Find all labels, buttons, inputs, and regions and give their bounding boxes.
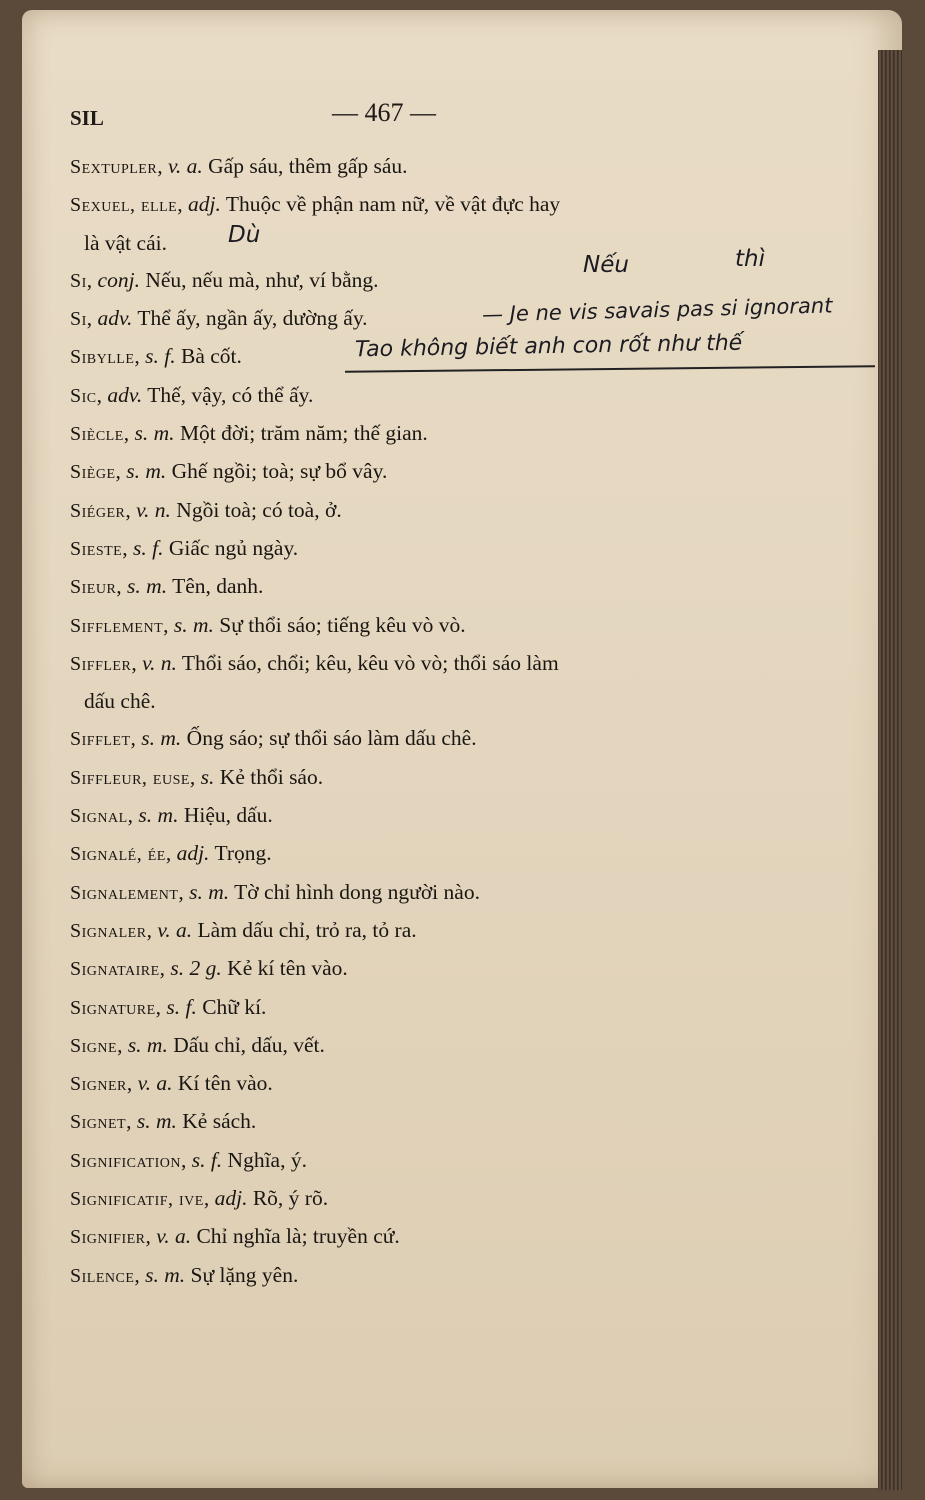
handwritten-note: Nếu <box>583 252 629 278</box>
dictionary-entry: Signe, s. m. Dấu chỉ, dấu, vết. <box>70 1032 325 1057</box>
dictionary-entry: Siège, s. m. Ghế ngồi; toà; sự bổ vây. <box>70 459 388 484</box>
entry-part-of-speech: s. m. <box>138 803 179 828</box>
entry-definition: Hiệu, dấu. <box>183 803 273 828</box>
entry-part-of-speech: adv. <box>107 382 143 407</box>
dictionary-entry: Signature, s. f. Chữ kí. <box>70 994 267 1019</box>
dictionary-entry: Silence, s. m. Sự lặng yên. <box>70 1262 299 1287</box>
entry-headword: Sieur <box>70 576 117 599</box>
entry-headword: Signe <box>70 1034 118 1057</box>
handwritten-note: Tao không biết anh con rốt như thế <box>354 330 743 363</box>
dictionary-entry: Sieste, s. f. Giấc ngủ ngày. <box>70 535 299 560</box>
entry-part-of-speech: adj. <box>214 1186 248 1211</box>
entry-definition: Thổi sáo, chổi; kêu, kêu vò vò; thổi sáo làm <box>181 650 559 675</box>
entry-definition: Thế, vậy, có thể ấy. <box>147 382 314 407</box>
entry-headword: Signal <box>70 805 128 828</box>
entry-part-of-speech: v. n. <box>136 497 171 522</box>
entry-part-of-speech: s. m. <box>141 726 182 751</box>
entry-part-of-speech: s. f. <box>145 344 176 369</box>
entry-definition: Kẻ sách. <box>182 1109 257 1134</box>
dictionary-entry: Signet, s. m. Kẻ sách. <box>70 1109 257 1134</box>
entry-headword: Siècle <box>70 423 124 446</box>
entry-definition: Một đời; trăm năm; thế gian. <box>179 421 428 446</box>
dictionary-entry: Sifflement, s. m. Sự thổi sáo; tiếng kêu vò vò. <box>70 612 466 637</box>
entry-headword: Sibylle <box>70 346 135 369</box>
handwritten-note: Dù <box>228 222 261 248</box>
entry-part-of-speech: s. m. <box>173 612 214 637</box>
dictionary-entry: Signification, s. f. Nghĩa, ý. <box>70 1147 307 1172</box>
dictionary-entry: Sexuel, elle, adj. Thuộc về phận nam nữ, về vật đực hay <box>70 192 561 217</box>
dictionary-entry: Sieur, s. m. Tên, danh. <box>70 574 264 599</box>
page-header <box>70 96 830 136</box>
entry-definition: Nghĩa, ý. <box>227 1147 307 1172</box>
dictionary-entry: Significatif, ive, adj. Rõ, ý rõ. <box>70 1186 329 1211</box>
entry-headword: Siéger <box>70 499 126 522</box>
dictionary-entry: Signifier, v. a. Chỉ nghĩa là; truyền cứ. <box>70 1224 400 1249</box>
entry-part-of-speech: s. m. <box>127 1032 168 1057</box>
entry-headword: Signature <box>70 996 156 1019</box>
dictionary-entry: Si, adv. Thể ấy, ngần ấy, dường ấy. <box>70 306 368 331</box>
handwritten-note: thì <box>735 246 765 272</box>
dictionary-entry <box>70 683 790 720</box>
entry-definition: Kẻ kí tên vào. <box>227 956 348 981</box>
entry-part-of-speech: conj. <box>97 267 140 292</box>
entry-headword: Sifflet <box>70 728 131 751</box>
entry-headword: Sic <box>70 384 97 407</box>
entry-headword: Siffleur, euse <box>70 766 190 789</box>
entry-headword: Signet <box>70 1111 127 1134</box>
entry-part-of-speech: adj. <box>187 192 221 217</box>
entry-definition: Chỉ nghĩa là; truyền cứ. <box>196 1224 400 1249</box>
entry-part-of-speech: v. n. <box>142 650 177 675</box>
entry-part-of-speech: s. m. <box>189 879 230 904</box>
dictionary-entry: Signaler, v. a. Làm dấu chỉ, trỏ ra, tỏ ra. <box>70 917 417 942</box>
dictionary-entry: Sifflet, s. m. Ống sáo; sự thổi sáo làm dấu chê. <box>70 726 477 751</box>
entry-part-of-speech: adv. <box>97 306 133 331</box>
section-marker: SIL <box>70 106 104 130</box>
entry-headword: Signalement <box>70 881 179 904</box>
entry-definition: Kí tên vào. <box>177 1071 273 1096</box>
entry-definition: Kẻ thổi sáo. <box>219 764 324 789</box>
entry-definition: Rõ, ý rõ. <box>252 1186 329 1211</box>
entry-definition: Làm dấu chỉ, trỏ ra, tỏ ra. <box>197 917 417 942</box>
dictionary-entry: Siffleur, euse, s. Kẻ thổi sáo. <box>70 764 324 789</box>
entry-definition: Ngồi toà; có toà, ở. <box>176 497 342 522</box>
handwritten-note: — Je ne vis savais pas si ignorant <box>481 293 833 327</box>
entry-definition: Trọng. <box>214 841 272 866</box>
entry-headword: Signification <box>70 1149 181 1172</box>
entry-headword: Siège <box>70 461 116 484</box>
dictionary-entry: Signal, s. m. Hiệu, dấu. <box>70 803 273 828</box>
dictionary-entry: Signalement, s. m. Tờ chỉ hình dong người nào. <box>70 879 480 904</box>
dictionary-entry: Signataire, s. 2 g. Kẻ kí tên vào. <box>70 956 348 981</box>
dictionary-entry <box>70 225 790 262</box>
entry-definition: Sự lặng yên. <box>190 1262 299 1287</box>
entry-headword: Signifier <box>70 1226 146 1249</box>
entry-part-of-speech: s. m. <box>126 459 167 484</box>
entry-continuation: dấu chê. <box>84 689 156 714</box>
entry-part-of-speech: v. a. <box>157 917 193 942</box>
entry-headword: Signaler <box>70 919 147 942</box>
entry-definition: Tờ chỉ hình dong người nào. <box>234 879 480 904</box>
entry-definition: Ghế ngồi; toà; sự bổ vây. <box>171 459 388 484</box>
entry-headword: Si <box>70 269 87 292</box>
page-edge <box>878 50 902 1490</box>
entry-part-of-speech: v. a. <box>137 1071 173 1096</box>
entry-continuation: là vật cái. <box>84 230 167 255</box>
entry-part-of-speech: s. f. <box>166 994 197 1019</box>
dictionary-entry: Siffler, v. n. Thổi sáo, chổi; kêu, kêu vò vò; thổi sáo làm <box>70 650 559 675</box>
dictionary-entry: Signer, v. a. Kí tên vào. <box>70 1071 273 1096</box>
entry-part-of-speech: v. a. <box>156 1224 192 1249</box>
dictionary-entry: Sibylle, s. f. Bà cốt. <box>70 344 242 369</box>
entry-part-of-speech: s. <box>200 764 215 789</box>
entry-headword: Silence <box>70 1264 135 1287</box>
entry-headword: Signalé, ée <box>70 843 166 866</box>
dictionary-entry: Sextupler, v. a. Gấp sáu, thêm gấp sáu. <box>70 154 408 178</box>
entry-part-of-speech: s. m. <box>145 1262 186 1287</box>
entry-definition: Thuộc về phận nam nữ, về vật đực hay <box>225 192 561 217</box>
entry-part-of-speech: s. f. <box>132 535 164 560</box>
entry-definition: Giấc ngủ ngày. <box>168 535 299 560</box>
entry-definition: Tên, danh. <box>172 574 264 599</box>
entry-headword: Sieste <box>70 537 123 560</box>
entry-definition: Thể ấy, ngần ấy, dường ấy. <box>137 306 368 331</box>
dictionary-entry: Siècle, s. m. Một đời; trăm năm; thế gian. <box>70 421 428 446</box>
entry-headword: Significatif, ive <box>70 1188 204 1211</box>
entry-part-of-speech: s. f. <box>191 1147 223 1172</box>
entry-definition: Dấu chỉ, dấu, vết. <box>173 1032 325 1057</box>
entry-part-of-speech: s. m. <box>134 421 175 446</box>
entry-headword: Sextupler <box>70 156 158 178</box>
entry-part-of-speech: v. a. <box>167 154 203 178</box>
entry-definition: Gấp sáu, thêm gấp sáu. <box>208 154 408 178</box>
entry-headword: Sifflement <box>70 614 164 637</box>
dictionary-entry: Signalé, ée, adj. Trọng. <box>70 841 272 866</box>
entry-headword: Si <box>70 308 87 331</box>
entry-definition: Sự thổi sáo; tiếng kêu vò vò. <box>219 612 466 637</box>
entry-part-of-speech: s. m. <box>136 1109 177 1134</box>
entry-headword: Siffler <box>70 652 132 675</box>
entry-part-of-speech: adj. <box>176 841 210 866</box>
entry-headword: Signer <box>70 1073 127 1096</box>
entry-definition: Nếu, nếu mà, như, ví bằng. <box>145 267 379 292</box>
dictionary-entry: Sic, adv. Thế, vậy, có thể ấy. <box>70 382 314 407</box>
entry-part-of-speech: s. m. <box>127 574 168 599</box>
entry-definition: Chữ kí. <box>202 994 267 1019</box>
entry-definition: Bà cốt. <box>180 344 242 369</box>
entry-headword: Sexuel, elle <box>70 194 178 217</box>
dictionary-entry: Si, conj. Nếu, nếu mà, như, ví bằng. <box>70 267 379 292</box>
entry-headword: Signataire <box>70 958 160 981</box>
entry-definition: Ống sáo; sự thổi sáo làm dấu chê. <box>186 726 477 751</box>
page-number: — 467 — <box>332 98 436 127</box>
entry-part-of-speech: s. 2 g. <box>170 956 222 981</box>
dictionary-entry: Siéger, v. n. Ngồi toà; có toà, ở. <box>70 497 342 522</box>
